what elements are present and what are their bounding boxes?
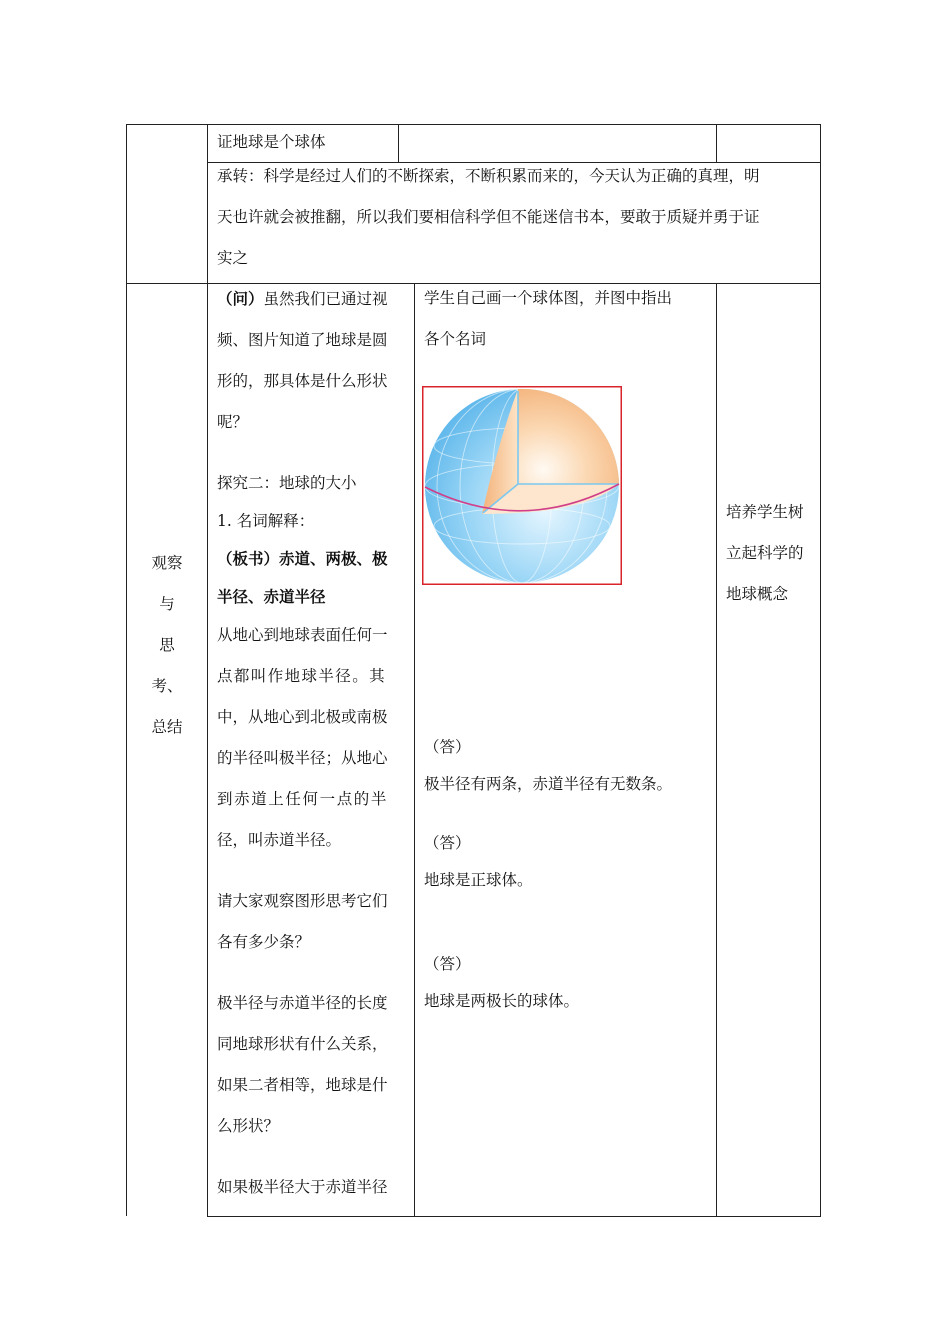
transition-line: 承转：科学是经过人们的不断探索，不断积累而来的，今天认为正确的真理，明 [217, 167, 760, 185]
transition-paragraph [217, 156, 813, 279]
earth-sphere-diagram [422, 386, 622, 585]
relation-line: 如果二者相等，地球是什 [217, 1076, 388, 1094]
definition-line: 的半径叫极半径；从地心 [217, 749, 388, 767]
table-line-bottom [207, 1216, 821, 1217]
answer-label: （答） [424, 738, 471, 756]
design-intent [726, 492, 816, 615]
intent-line: 立起科学的 [726, 544, 804, 562]
stage-label [144, 543, 190, 748]
task-line: 学生自己画一个球体图，并图中指出 [424, 289, 673, 307]
answer-label: （答） [424, 955, 471, 973]
student-task [424, 278, 712, 360]
answer-text: 地球是正球体。 [424, 871, 533, 889]
row1-text: 证地球是个球体 [217, 133, 326, 151]
board-line: （板书）赤道、两极、极 [217, 549, 388, 568]
transition-line: 实之 [217, 249, 249, 267]
stage-label-line: 思考、 [151, 636, 183, 695]
definition-line: 到赤道上任何一点的半 [217, 790, 389, 808]
definition-line: 从地心到地球表面任何一 [217, 626, 388, 644]
intent-line: 培养学生树 [726, 503, 804, 521]
term-heading: 1. 名词解释： [217, 512, 315, 530]
last-line: 如果极半径大于赤道半径 [217, 1178, 388, 1196]
table-line-left [126, 124, 127, 1216]
transition-line: 天也许就会被推翻，所以我们要相信科学但不能迷信书本，要敢于质疑并勇于证 [217, 208, 760, 226]
table-line-row3-col3 [716, 283, 717, 1217]
question-line: 频、图片知道了地球是圆 [217, 331, 388, 349]
answer-text: 地球是两极长的球体。 [424, 992, 580, 1010]
intent-line: 地球概念 [726, 585, 789, 603]
explore-heading: 探究二：地球的大小 [217, 474, 357, 492]
answer-block [424, 946, 709, 1020]
relation-line: 么形状？ [217, 1117, 280, 1135]
answer-label: （答） [424, 834, 471, 852]
relation-line: 极半径与赤道半径的长度 [217, 994, 388, 1012]
definition-line: 点都叫作地球半径。其 [217, 667, 387, 685]
relation-line: 同地球形状有什么关系， [217, 1035, 388, 1053]
task-line: 各个名词 [424, 330, 487, 348]
teacher-activity [217, 278, 409, 1208]
table-line-right [820, 124, 821, 1217]
question-line: （问）虽然我们已通过视 [217, 289, 388, 308]
table-line-col1 [207, 124, 208, 1217]
question-line: 形的，那具体是什么形状 [217, 372, 388, 390]
table-line-row3-col2 [414, 283, 415, 1217]
stage-label-line: 总结 [151, 718, 183, 736]
stage-label-line: 观察与 [151, 554, 183, 613]
definition-line: 径，叫赤道半径。 [217, 831, 342, 849]
definition-line: 中，从地心到北极或南极 [217, 708, 388, 726]
ask-line: 请大家观察图形思考它们 [217, 892, 388, 910]
answer-block [424, 825, 709, 899]
question-prefix: （问） [217, 289, 264, 308]
ask-line: 各有多少条？ [217, 933, 311, 951]
answer-block [424, 729, 709, 803]
answer-text: 极半径有两条，赤道半径有无数条。 [424, 775, 673, 793]
board-line: 半径、赤道半径 [217, 587, 326, 606]
question-line: 呢？ [217, 413, 249, 431]
